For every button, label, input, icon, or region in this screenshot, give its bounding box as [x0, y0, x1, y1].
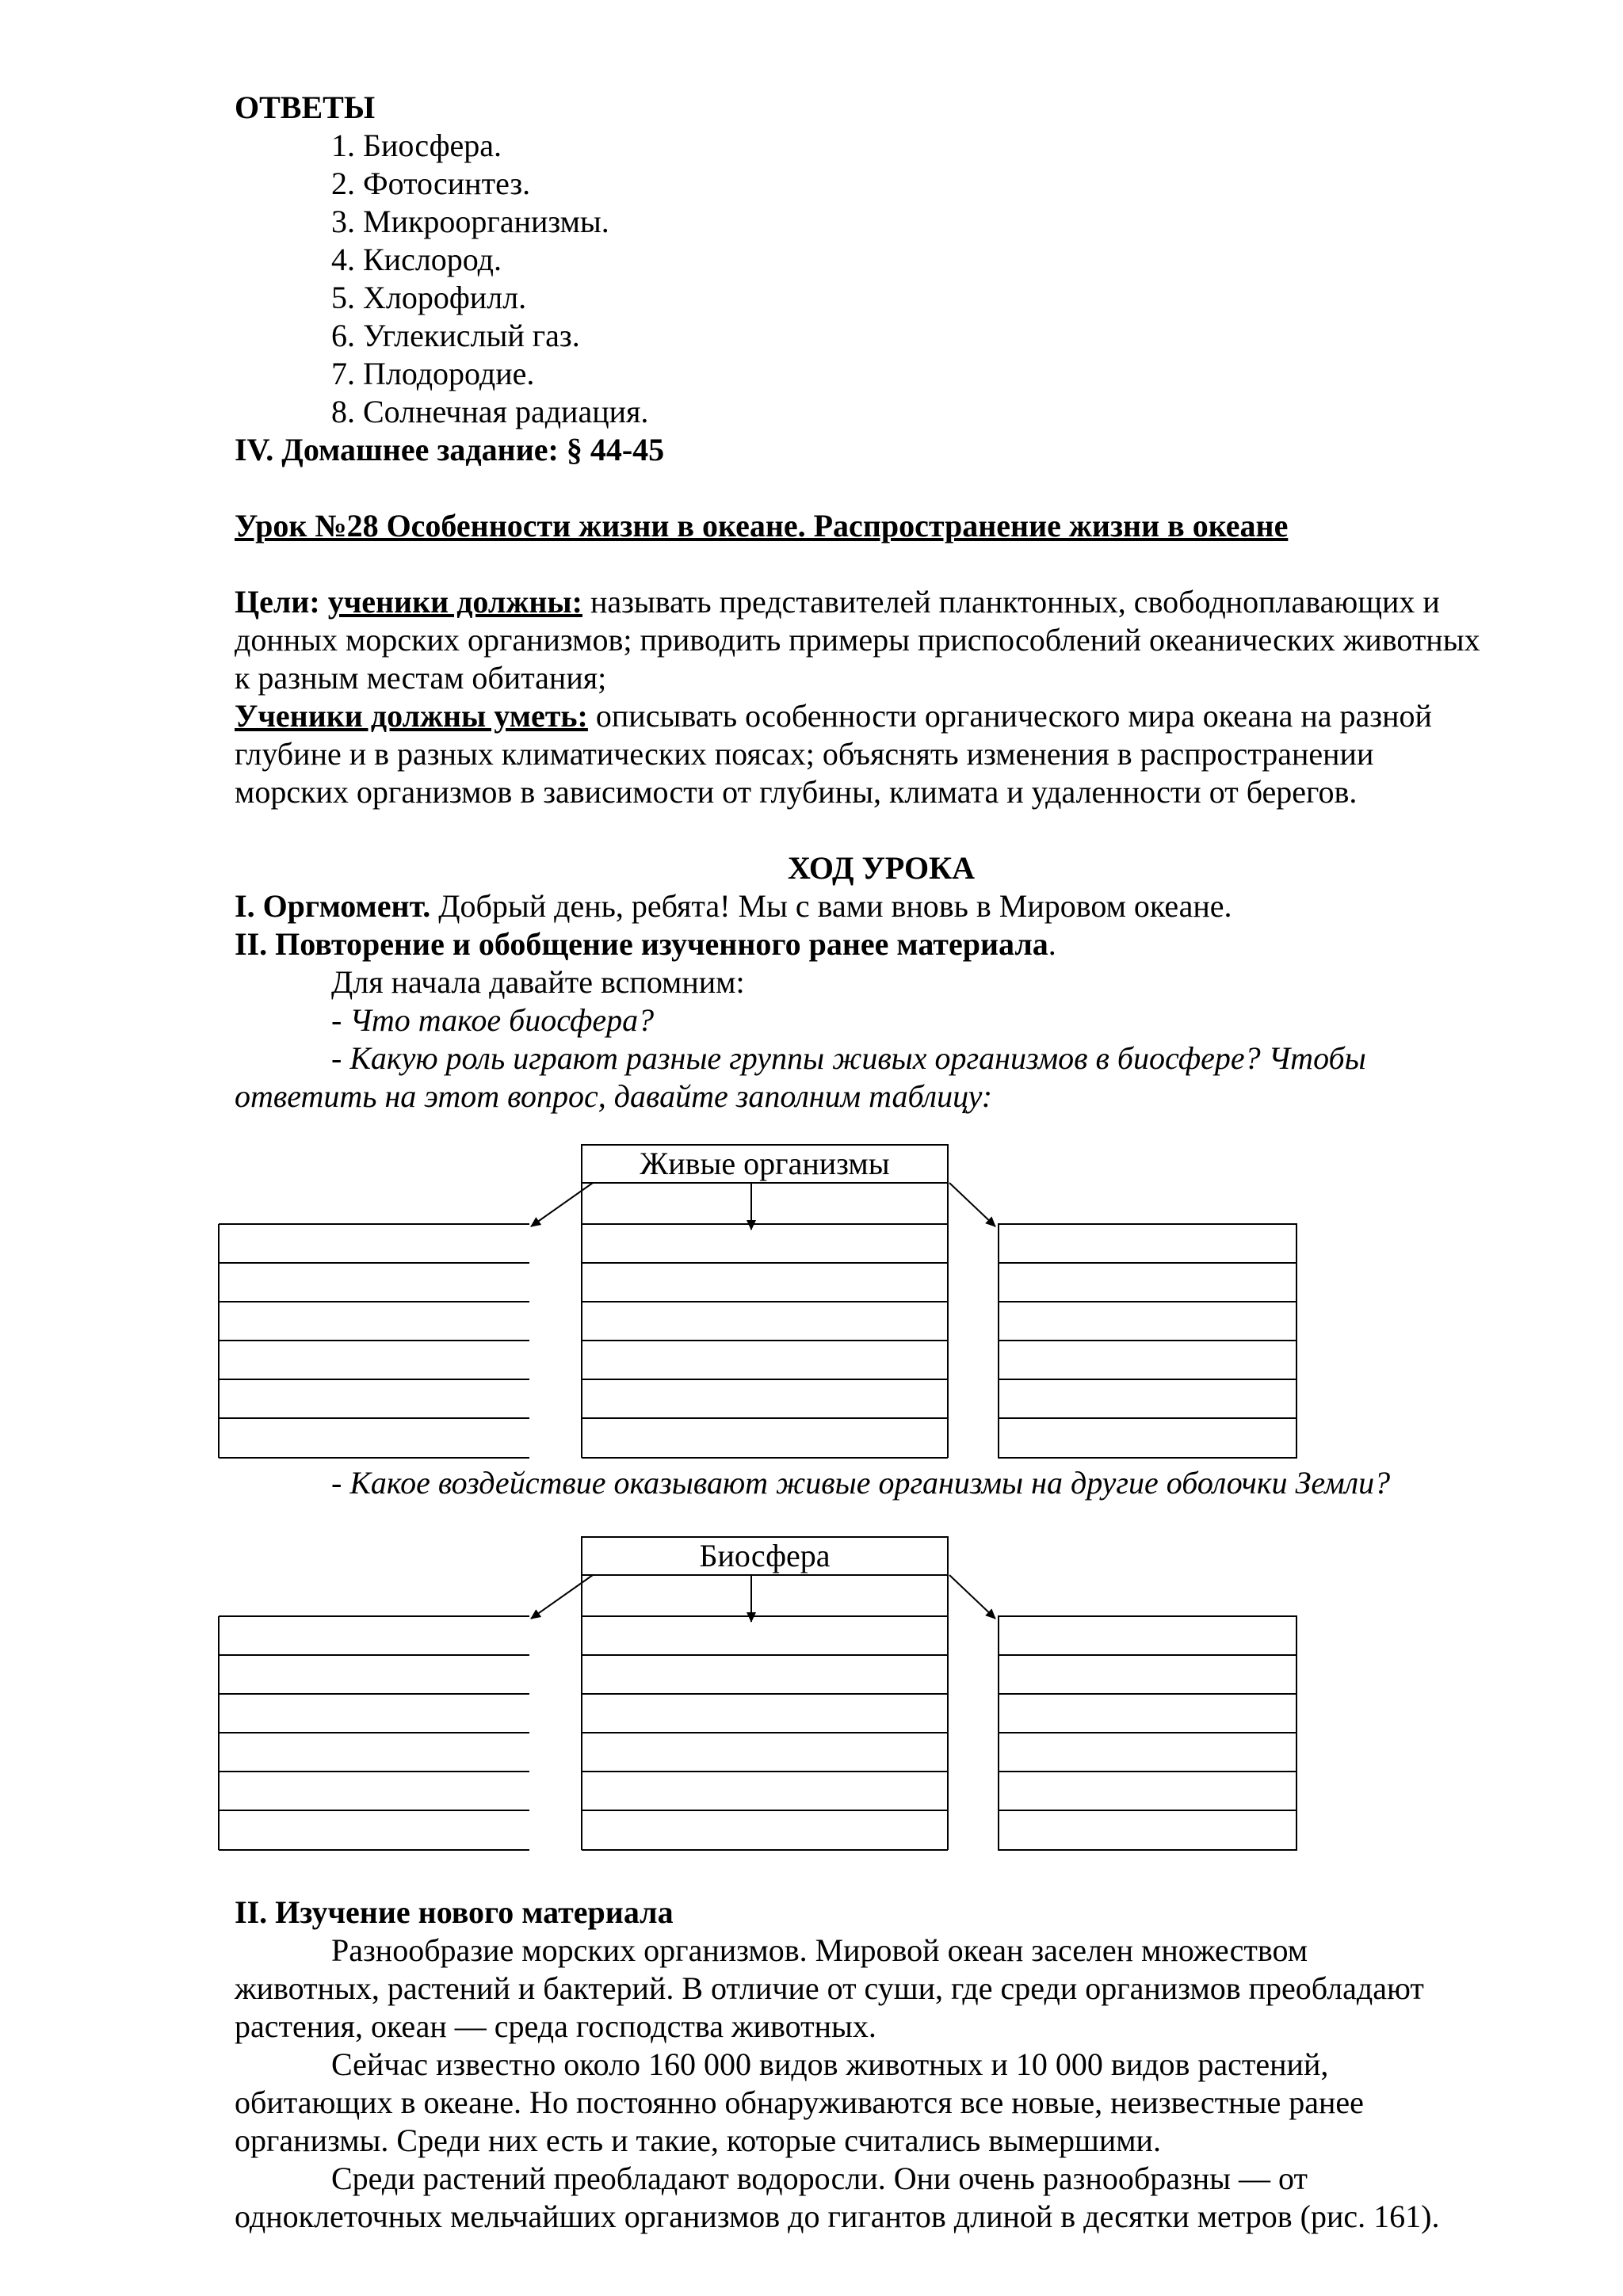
table-center — [582, 1575, 948, 1850]
org-moment — [235, 887, 1232, 925]
goals-line: донных морских организмов; приводить примеры приспособлений океанических животных — [235, 622, 1480, 658]
answers-heading: ОТВЕТЫ — [235, 90, 376, 125]
homework-label: IV. Домашнее задание: — [235, 432, 559, 467]
goals-sub-label: ученики должны: — [327, 584, 582, 620]
answer-item: 1. Биосфера. — [331, 128, 502, 163]
goals-line: к разным местам обитания; — [235, 660, 607, 696]
diagram-title: Живые организмы — [640, 1146, 890, 1181]
course-heading: ХОД УРОКА — [788, 850, 976, 886]
review-dot: . — [1048, 926, 1056, 962]
table-right — [999, 1224, 1296, 1458]
answer-item: 4. Кислород. — [331, 242, 502, 277]
paragraph-line: Сейчас известно около 160 000 видов животных и 10 000 видов растений, — [331, 2046, 1329, 2082]
answer-item: 2. Фотосинтез. — [331, 166, 531, 201]
homework-value: § 44-45 — [566, 432, 665, 467]
review-heading — [235, 925, 1056, 963]
paragraph-line: организмы. Среди них есть и такие, которые считались вымершими. — [235, 2122, 1161, 2158]
goals-line — [235, 583, 1440, 621]
org-label: I. Оргмомент. — [235, 888, 431, 924]
table-left — [219, 1616, 529, 1850]
skills-label: Ученики должны уметь: — [235, 698, 588, 734]
homework — [235, 431, 664, 469]
skills-line: глубине и в разных климатических поясах; объяснять изменения в распространении — [235, 736, 1374, 772]
question: - Что такое биосфера? — [331, 1002, 655, 1038]
goals-label: Цели: — [235, 584, 320, 620]
answer-item: 3. Микроорганизмы. — [331, 204, 609, 239]
skills-line — [235, 697, 1432, 735]
diagram-biosphere — [0, 1525, 1623, 1921]
table-center — [582, 1183, 948, 1458]
answer-item: 8. Солнечная радиация. — [331, 394, 649, 429]
skills-line: морских организмов в зависимости от глубины, климата и удаленности от берегов. — [235, 774, 1358, 810]
answer-item: 5. Хлорофилл. — [331, 280, 527, 315]
question: - Какое воздействие оказывают живые организмы на другие оболочки Земли? — [331, 1465, 1391, 1501]
paragraph-line: растения, океан — среда господства животных. — [235, 2008, 876, 2044]
org-text: Добрый день, ребята! Мы с вами вновь в Мировом океане. — [430, 888, 1232, 924]
table-right — [999, 1616, 1296, 1850]
paragraph-line: одноклеточных мельчайших организмов до гигантов длиной в десятки метров (рис. 161). — [235, 2199, 1440, 2234]
question: ответить на этот вопрос, давайте заполним таблицу: — [235, 1078, 993, 1114]
paragraph-line: Среди растений преобладают водоросли. Они очень разнообразны — от — [331, 2161, 1308, 2196]
new-material-heading: II. Изучение нового материала — [235, 1894, 674, 1930]
lesson-title: Урок №28 Особенности жизни в океане. Распространение жизни в океане — [235, 508, 1289, 543]
answer-item: 7. Плодородие. — [331, 356, 535, 391]
diagram-title: Биосфера — [699, 1538, 831, 1573]
review-label: II. Повторение и обобщение изученного ранее материала — [235, 926, 1048, 962]
review-intro: Для начала давайте вспомним: — [331, 964, 745, 1000]
table-left — [219, 1224, 529, 1458]
answer-item: 6. Углекислый газ. — [331, 318, 580, 353]
paragraph-line: Разнообразие морских организмов. Мировой океан заселен множеством — [331, 1932, 1308, 1968]
paragraph-line: обитающих в океане. Но постоянно обнаруживаются все новые, неизвестные ранее — [235, 2084, 1364, 2120]
skills-text: описывать особенности органического мира океана на разной — [587, 698, 1432, 734]
question: - Какую роль играют разные группы живых организмов в биосфере? Чтобы — [331, 1040, 1366, 1076]
goals-text: называть представителей планктонных, свободноплавающих и — [582, 584, 1440, 620]
paragraph-line: животных, растений и бактерий. В отличие от суши, где среди организмов преобладают — [235, 1970, 1424, 2006]
